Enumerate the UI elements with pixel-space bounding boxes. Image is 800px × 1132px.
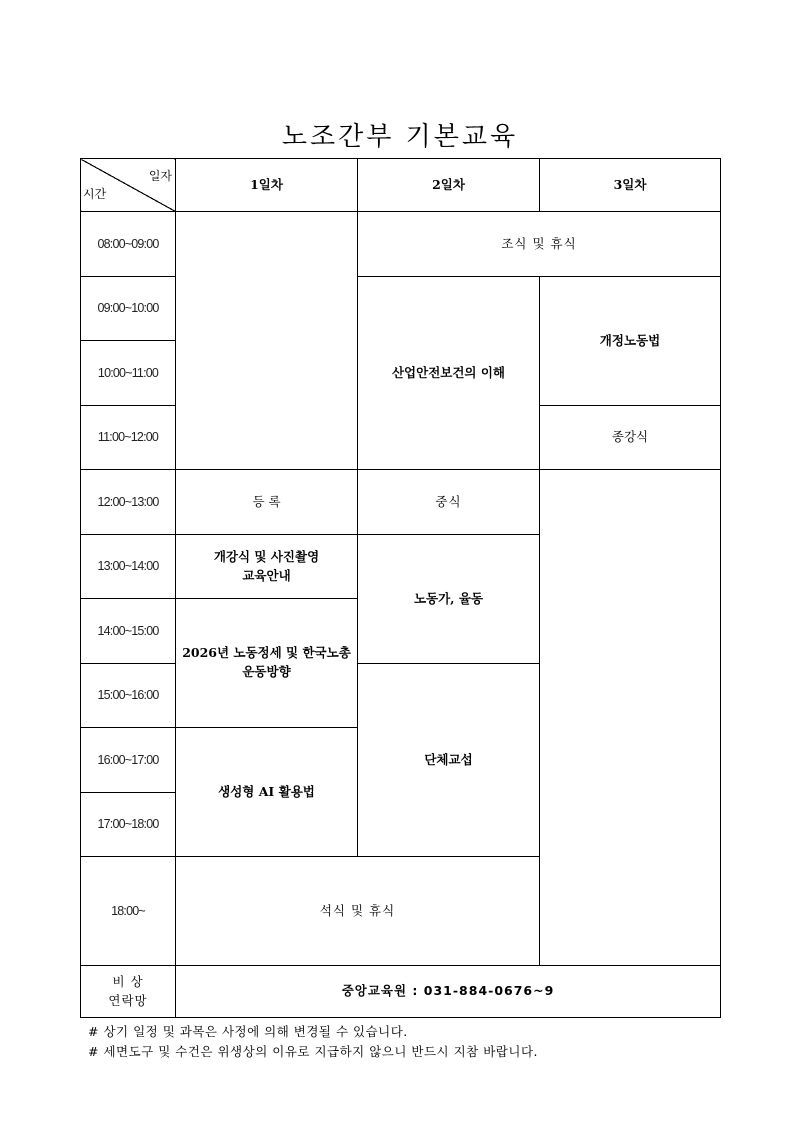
session-labor-law: 개정노동법 xyxy=(540,277,721,406)
notes xyxy=(88,1022,538,1062)
session-closing: 종강식 xyxy=(540,406,721,470)
session-breakfast: 조식 및 휴식 xyxy=(358,212,721,277)
time-cell: 17:00~18:00 xyxy=(81,793,176,857)
session-trend xyxy=(176,599,358,728)
session-bargaining: 단체교섭 xyxy=(358,664,540,857)
page-title: 노조간부 기본교육 xyxy=(281,122,519,152)
contact-value: 중앙교육원 : 031-884-0676~9 xyxy=(176,966,721,1018)
table-row xyxy=(81,470,721,535)
header-row xyxy=(81,159,721,212)
session-dinner: 석식 및 휴식 xyxy=(176,857,540,966)
contact-row xyxy=(81,966,721,1018)
day-header-2: 2일차 xyxy=(358,159,540,212)
day1-empty-morning xyxy=(176,212,358,470)
session-opening-line2: 교육안내 xyxy=(242,567,291,583)
time-cell: 12:00~13:00 xyxy=(81,470,176,535)
contact-label xyxy=(81,966,176,1018)
corner-day-label: 일자 xyxy=(148,169,172,183)
session-registration: 등 록 xyxy=(176,470,358,535)
corner-time-label: 시간 xyxy=(83,187,107,201)
time-cell: 11:00~12:00 xyxy=(81,406,176,470)
session-trend-line1: 2026년 노동정세 및 한국노총 xyxy=(182,645,351,661)
session-lunch: 중식 xyxy=(358,470,540,535)
time-cell: 10:00~11:00 xyxy=(81,341,176,406)
time-cell: 14:00~15:00 xyxy=(81,599,176,664)
table-row xyxy=(81,212,721,277)
day-header-1: 1일차 xyxy=(176,159,358,212)
corner-cell xyxy=(81,159,176,212)
session-ai: 생성형 AI 활용법 xyxy=(176,728,358,857)
note-toiletries: # 세면도구 및 수건은 위생상의 이유로 지급하지 않으니 반드시 지참 바랍니다. xyxy=(88,1044,539,1059)
time-cell: 09:00~10:00 xyxy=(81,277,176,341)
session-opening-line1: 개강식 및 사진촬영 xyxy=(213,548,320,564)
day3-empty-afternoon xyxy=(540,470,721,966)
note-schedule-change: # 상기 일정 및 과목은 사정에 의해 변경될 수 있습니다. xyxy=(88,1024,408,1039)
contact-label-line2: 연락망 xyxy=(108,992,148,1008)
schedule-table xyxy=(80,158,721,1018)
session-trend-line2: 운동방향 xyxy=(242,664,291,679)
time-cell: 18:00~ xyxy=(81,857,176,966)
session-song: 노동가, 율동 xyxy=(358,535,540,664)
session-opening xyxy=(176,535,358,599)
time-cell: 08:00~09:00 xyxy=(81,212,176,277)
time-cell: 15:00~16:00 xyxy=(81,664,176,728)
time-cell: 16:00~17:00 xyxy=(81,728,176,793)
contact-label-line1: 비 상 xyxy=(112,973,144,989)
time-cell: 13:00~14:00 xyxy=(81,535,176,599)
session-safety: 산업안전보건의 이해 xyxy=(358,277,540,470)
day-header-3: 3일차 xyxy=(540,159,721,212)
